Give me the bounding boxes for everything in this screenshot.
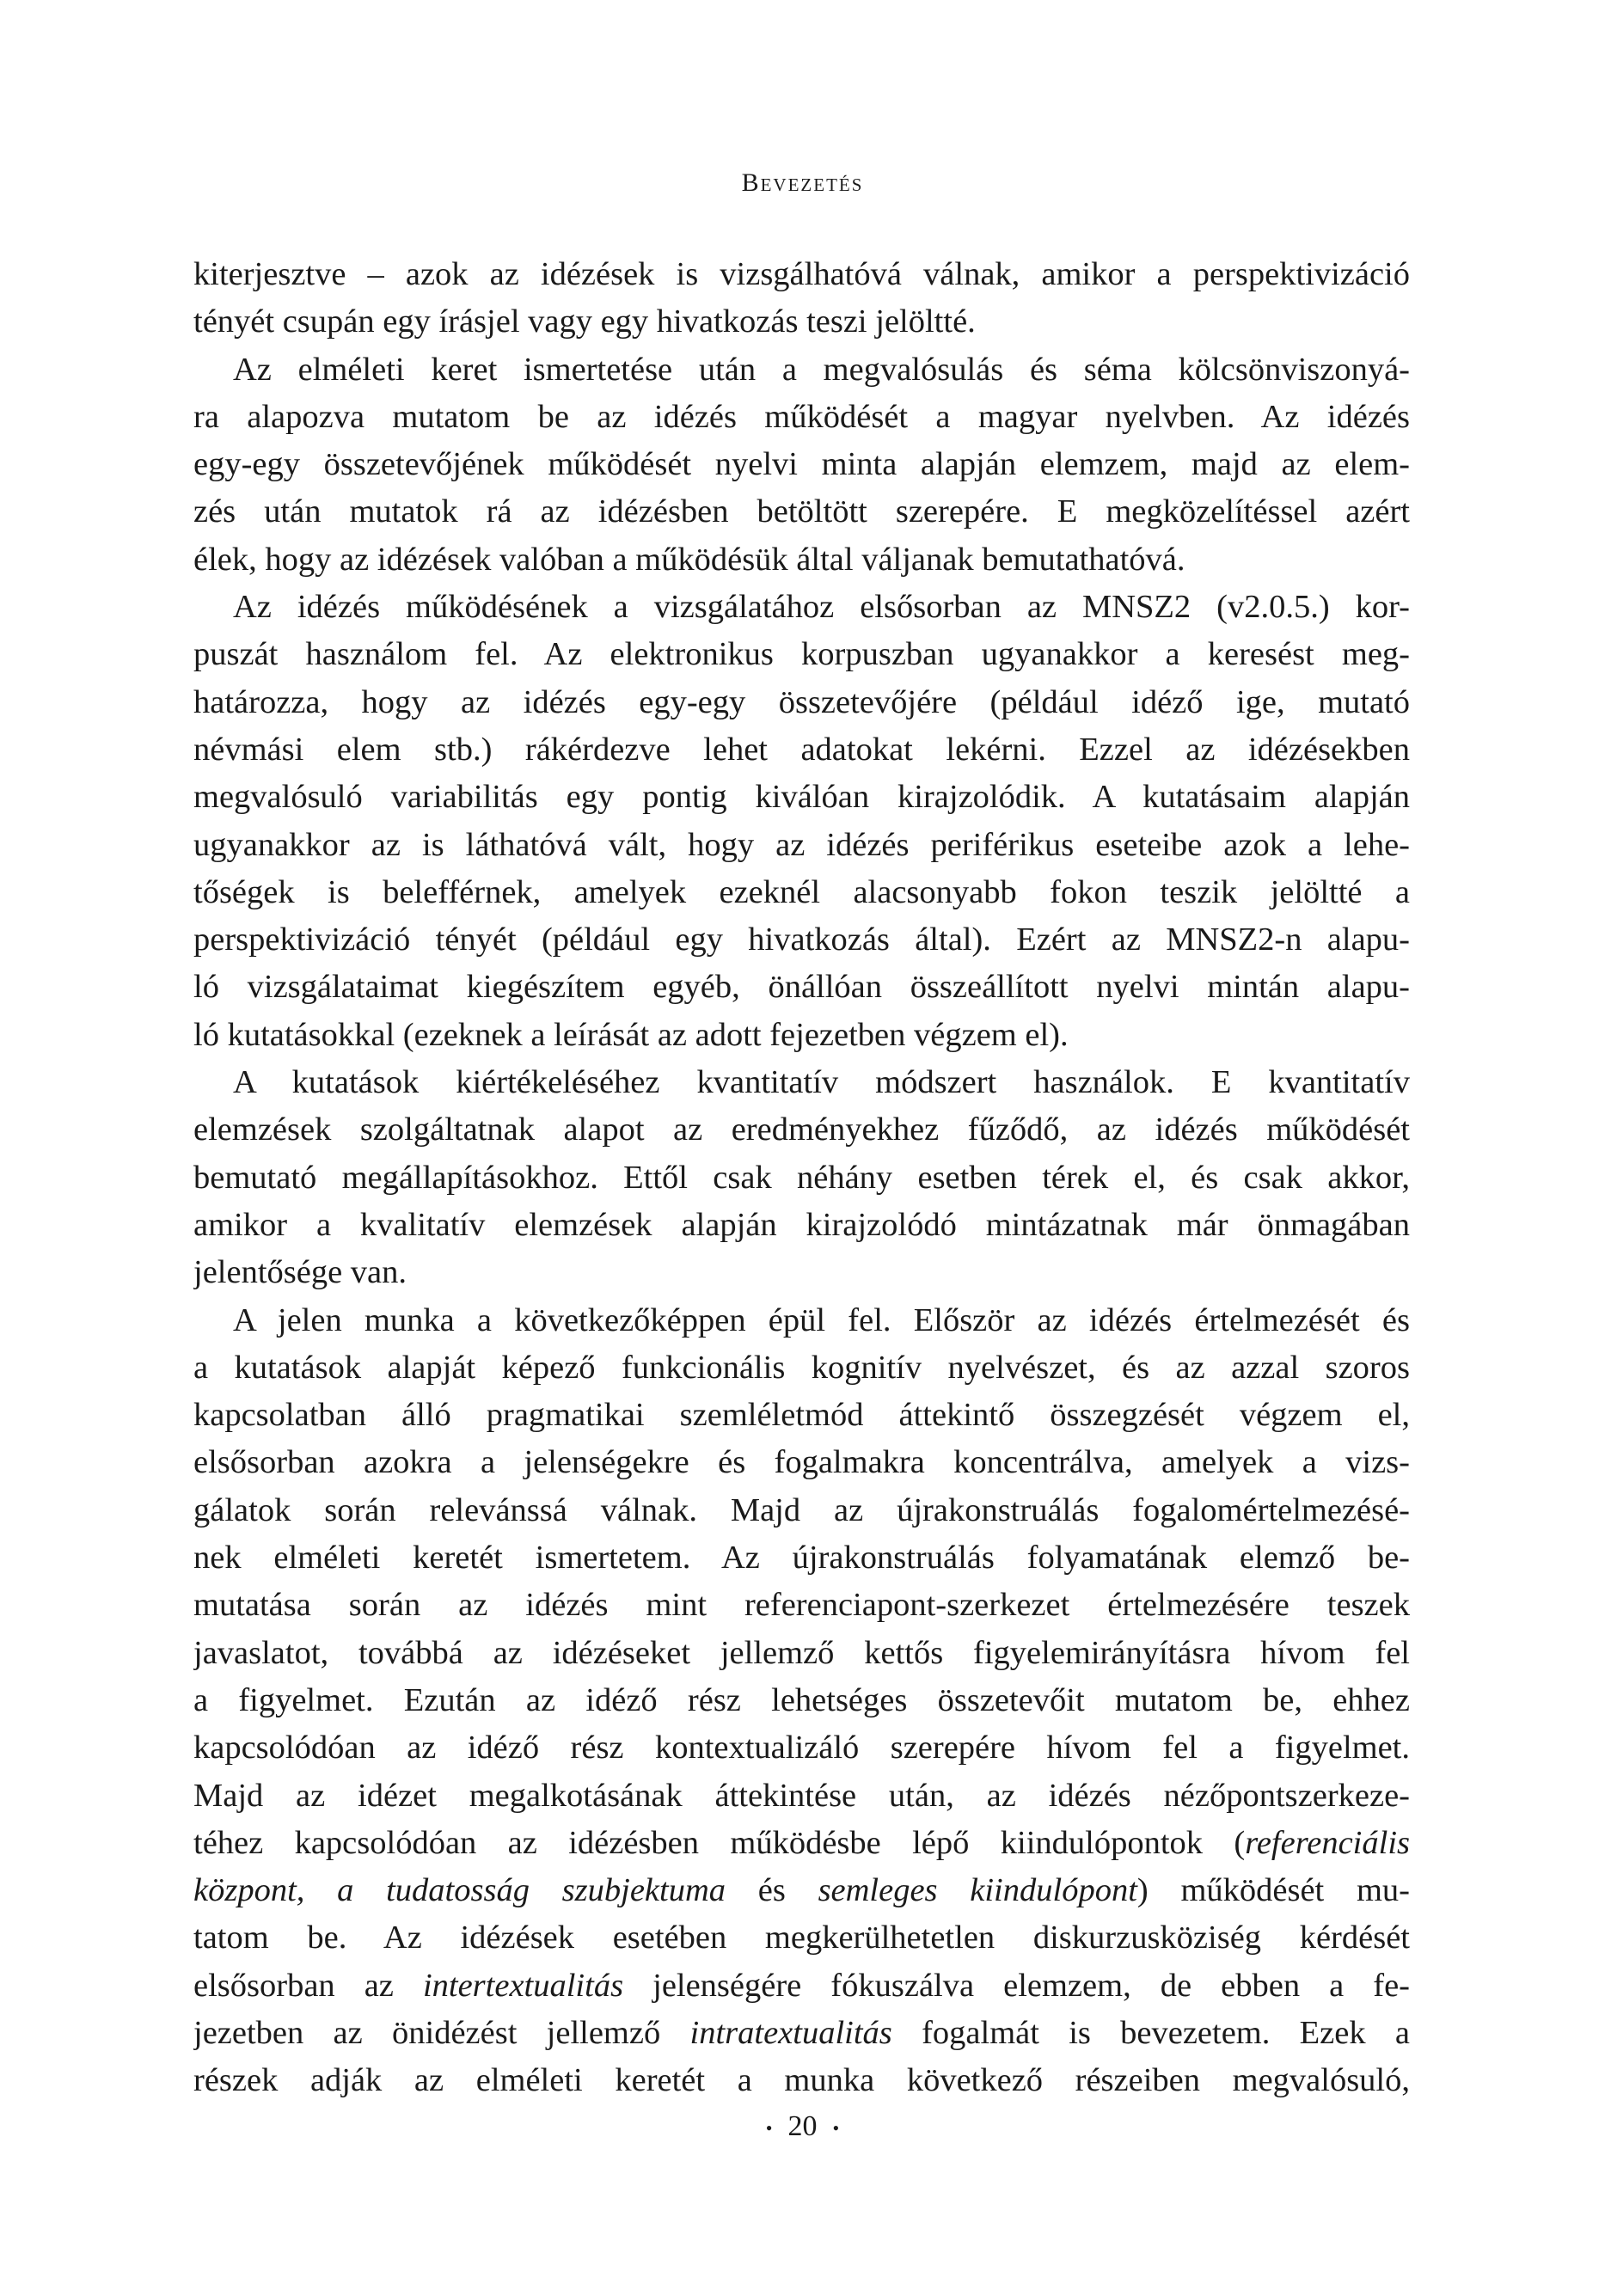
text-line: a kutatások alapját képező funkcionális kognitív nyelvészet, és az azzal szoros [193,1349,1410,1386]
text-line: kapcsolatban álló pragmatikai szemléletmód áttekintő összegzését végzem el, [193,1397,1410,1434]
text-line: részek adják az elméleti keretét a munka következő részeiben megvalósuló, [193,2062,1410,2099]
text-line: egy-egy összetevőjének működését nyelvi minta alapján elemzem, majd az elem- [193,446,1410,483]
text-line: a figyelmet. Ezután az idéző rész lehetséges összetevőit mutatom be, ehhez [193,1681,1410,1718]
text-run: elsősorban az [193,1967,423,2004]
text-line: jelentősége van. [193,1254,407,1291]
italic-term: intratextualitás [689,2014,892,2051]
body-text [193,251,1410,2105]
italic-term: referenciális [1245,1824,1410,1861]
text-line: tatom be. Az idézések esetében megkerülhetetlen diskurzusköziség kérdését [193,1919,1410,1956]
text-line: tőségek is belefférnek, amelyek ezeknél alacsonyabb fokon teszik jelöltté a [193,873,1410,910]
page-number-value: 20 [787,2110,818,2142]
text-line: ra alapozva mutatom be az idézés működését a magyar nyelvben. Az idézés [193,398,1410,435]
text-line: Az idézés működésének a vizsgálatához elsősorban az MNSZ2 (v2.0.5.) kor- [233,589,1410,626]
text-run: fogalmát is bevezetem. Ezek a [891,2014,1410,2051]
text-line: puszát használom fel. Az elektronikus korpuszban ugyanakkor a keresést meg- [193,636,1410,673]
text-line: A kutatások kiértékeléséhez kvantitatív módszert használok. E kvantitatív [233,1064,1410,1101]
text-line: nek elméleti keretét ismertetem. Az újrakonstruálás folyamatának elemző be- [193,1540,1410,1577]
text-line: zés után mutatok rá az idézésben betöltött szerepére. E megközelítéssel azért [193,493,1410,530]
text-line: Majd az idézet megalkotásának áttekintése után, az idézés nézőpontszerkeze- [193,1777,1410,1814]
diamond-ornament-icon: • [765,2117,773,2140]
text-line-mixed [193,1820,1410,1867]
page-number [0,2110,1605,2143]
text-line: ló vizsgálataimat kiegészítem egyéb, önállóan összeállított nyelvi mintán alapu- [193,969,1410,1006]
text-line: ló kutatásokkal (ezeknek a leírását az adott fejezetben végzem el). [193,1016,1069,1053]
text-line: perspektivizáció tényét (például egy hivatkozás által). Ezért az MNSZ2-n alapu- [193,921,1410,958]
text-line: élek, hogy az idézések valóban a működésük által váljanak bemutathatóvá. [193,541,1185,578]
text-line: határozza, hogy az idézés egy-egy összetevőjére (például idéző ige, mutató [193,683,1410,720]
text-run: és [726,1872,818,1909]
text-line: tényét csupán egy írásjel vagy egy hivatkozás teszi jelöltté. [193,303,976,340]
text-run: ) működését mu- [1136,1872,1410,1909]
text-line: ugyanakkor az is láthatóvá vált, hogy az idézés periférikus eseteibe azok a lehe- [193,826,1410,863]
text-line: javaslatot, továbbá az idézéseket jellemző kettős figyelemirányításra hívom fel [193,1634,1410,1671]
text-line: amikor a kvalitatív elemzések alapján kirajzolódó mintázatnak már önmagában [193,1206,1410,1243]
text-run: téhez kapcsolódóan az idézésben működésbe lépő kiindulópontok ( [193,1824,1246,1861]
text-line: gálatok során relevánssá válnak. Majd az újrakonstruálás fogalomértelmezésé- [193,1491,1410,1528]
italic-term: intertextualitás [422,1967,624,2004]
text-line-mixed [193,1867,1410,1914]
text-line: A jelen munka a következőképpen épül fel. Először az idézés értelmezését és [233,1301,1410,1338]
text-line: mutatása során az idézés mint referenciapont-szerkezet értelmezésére teszek [193,1587,1410,1624]
italic-term: semleges kiindulópont [818,1872,1137,1909]
text-line-mixed [193,1962,1410,2010]
text-line: kapcsolódóan az idéző rész kontextualizáló szerepére hívom fel a figyelmet. [193,1730,1410,1766]
text-line: kiterjesztve – azok az idézések is vizsgálhatóvá válnak, amikor a perspektivizáció [193,256,1410,292]
running-head: Bevezetés [741,168,864,197]
text-line: bemutató megállapításokhoz. Ettől csak néhány esetben térek el, és csak akkor, [193,1159,1410,1196]
text-run: jezetben az önidézést jellemző [193,2014,690,2051]
diamond-ornament-icon: • [832,2117,840,2140]
text-line: elsősorban azokra a jelenségekre és fogalmakra koncentrálva, amelyek a vizs- [193,1444,1410,1481]
text-run: jelenségére fókuszálva elemzem, de ebben a fe- [623,1967,1410,2004]
text-line: megvalósuló variabilitás egy pontig kiválóan kirajzolódik. A kutatásaim alapján [193,779,1410,816]
text-line: névmási elem stb.) rákérdezve lehet adatokat lekérni. Ezzel az idézésekben [193,731,1410,768]
text-line-mixed [193,2010,1410,2057]
text-line: Az elméleti keret ismertetése után a megvalósulás és séma kölcsönviszonyá- [233,351,1410,388]
text-line: elemzések szolgáltatnak alapot az eredményekhez fűződő, az idézés működését [193,1111,1410,1148]
italic-term: központ, a tudatosság szubjektuma [193,1872,726,1909]
